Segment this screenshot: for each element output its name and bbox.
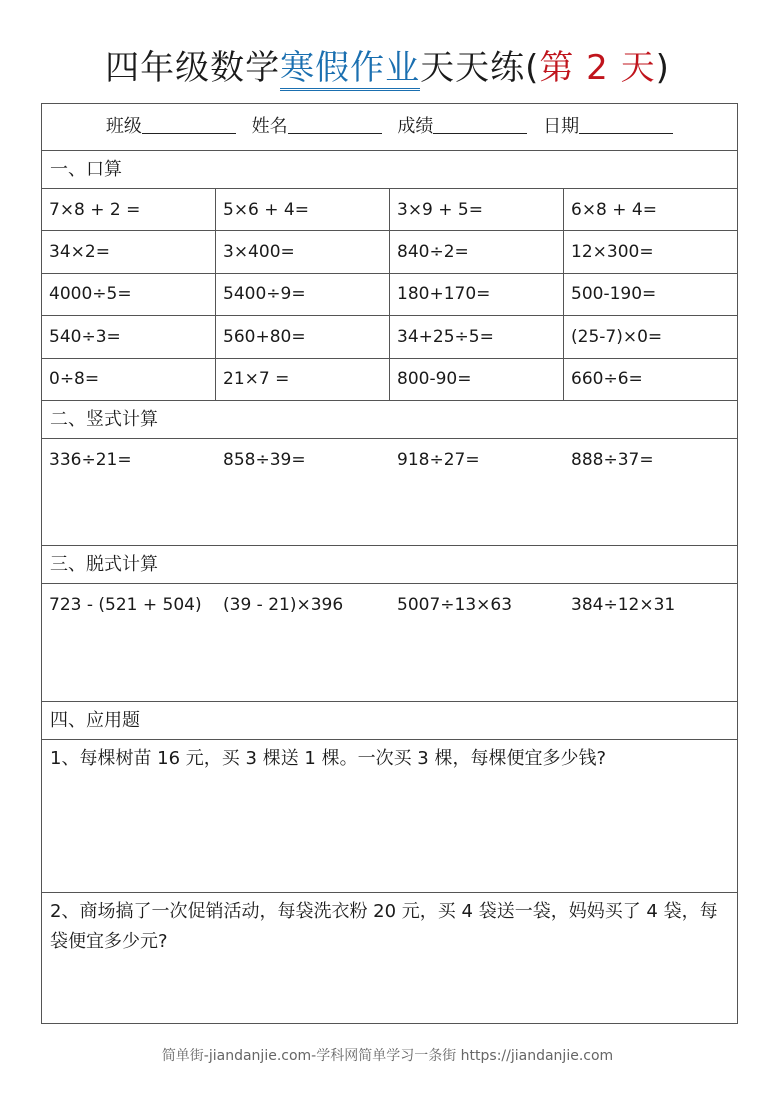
class-blank[interactable] [142, 115, 236, 134]
oral-problem: 180+170= [390, 274, 564, 316]
stepwise-problem: (39 - 21)×396 [223, 595, 344, 615]
oral-problem: 840÷2= [390, 231, 564, 273]
date-blank[interactable] [579, 115, 673, 134]
vertical-calc-area [42, 439, 737, 546]
vertical-problem: 888÷37= [571, 450, 654, 470]
word-problem-1: 1、每棵树苗 16 元，买 3 棵送 1 棵。一次买 3 棵，每棵便宜多少钱? [42, 740, 737, 893]
oral-problem: 500-190= [564, 274, 737, 316]
oral-problem: 3×400= [216, 231, 390, 273]
stepwise-calc-area [42, 584, 737, 702]
section-word-header: 四、应用题 [42, 702, 737, 740]
oral-problem: 6×8 + 4= [564, 189, 737, 231]
oral-problem: 560+80= [216, 316, 390, 358]
oral-problem: 800-90= [390, 359, 564, 401]
name-blank[interactable] [288, 115, 382, 134]
vertical-problem: 918÷27= [397, 450, 480, 470]
oral-problem: 7×8 + 2 = [42, 189, 216, 231]
oral-problem: 4000÷5= [42, 274, 216, 316]
title-part-day: 第 2 天 [539, 48, 656, 88]
oral-problem: 5400÷9= [216, 274, 390, 316]
stepwise-problem: 5007÷13×63 [397, 595, 513, 615]
stepwise-problem: 384÷12×31 [571, 595, 676, 615]
class-label: 班级 [105, 116, 142, 137]
section-vertical-header: 二、竖式计算 [42, 401, 737, 439]
worksheet-table [41, 103, 738, 1024]
title-part-daily: 天天练( [420, 48, 540, 88]
oral-problem: (25-7)×0= [564, 316, 737, 358]
oral-problem: 540÷3= [42, 316, 216, 358]
oral-problem: 5×6 + 4= [216, 189, 390, 231]
score-blank[interactable] [433, 115, 527, 134]
oral-problem: 34+25÷5= [390, 316, 564, 358]
worksheet-title [0, 46, 775, 90]
score-label: 成绩 [397, 116, 434, 137]
date-label: 日期 [543, 116, 580, 137]
vertical-problem: 336÷21= [49, 450, 132, 470]
title-part-grade: 四年级数学 [105, 48, 281, 88]
oral-problem: 660÷6= [564, 359, 737, 401]
title-part-homework: 寒假作业 [280, 48, 420, 91]
word-problem-2: 2、商场搞了一次促销活动，每袋洗衣粉 20 元，买 4 袋送一袋，妈妈买了 4 袋，每袋便宜多少元? [50, 901, 718, 952]
oral-problem: 12×300= [564, 231, 737, 273]
name-label: 姓名 [251, 116, 288, 137]
student-info-row [42, 104, 737, 151]
oral-problem: 3×9 + 5= [390, 189, 564, 231]
oral-problem: 0÷8= [42, 359, 216, 401]
oral-problem: 21×7 = [216, 359, 390, 401]
section-oral-header: 一、口算 [42, 151, 737, 189]
stepwise-problem: 723 - (521 + 504) [49, 595, 202, 615]
vertical-problem: 858÷39= [223, 450, 306, 470]
oral-problem: 34×2= [42, 231, 216, 273]
title-part-close: ) [655, 48, 670, 88]
footer-source: 简单街-jiandanjie.com-学科网简单学习一条街 https://jiandanjie.com [161, 1048, 614, 1064]
section-stepwise-header: 三、脱式计算 [42, 546, 737, 584]
oral-calc-grid [42, 189, 737, 401]
